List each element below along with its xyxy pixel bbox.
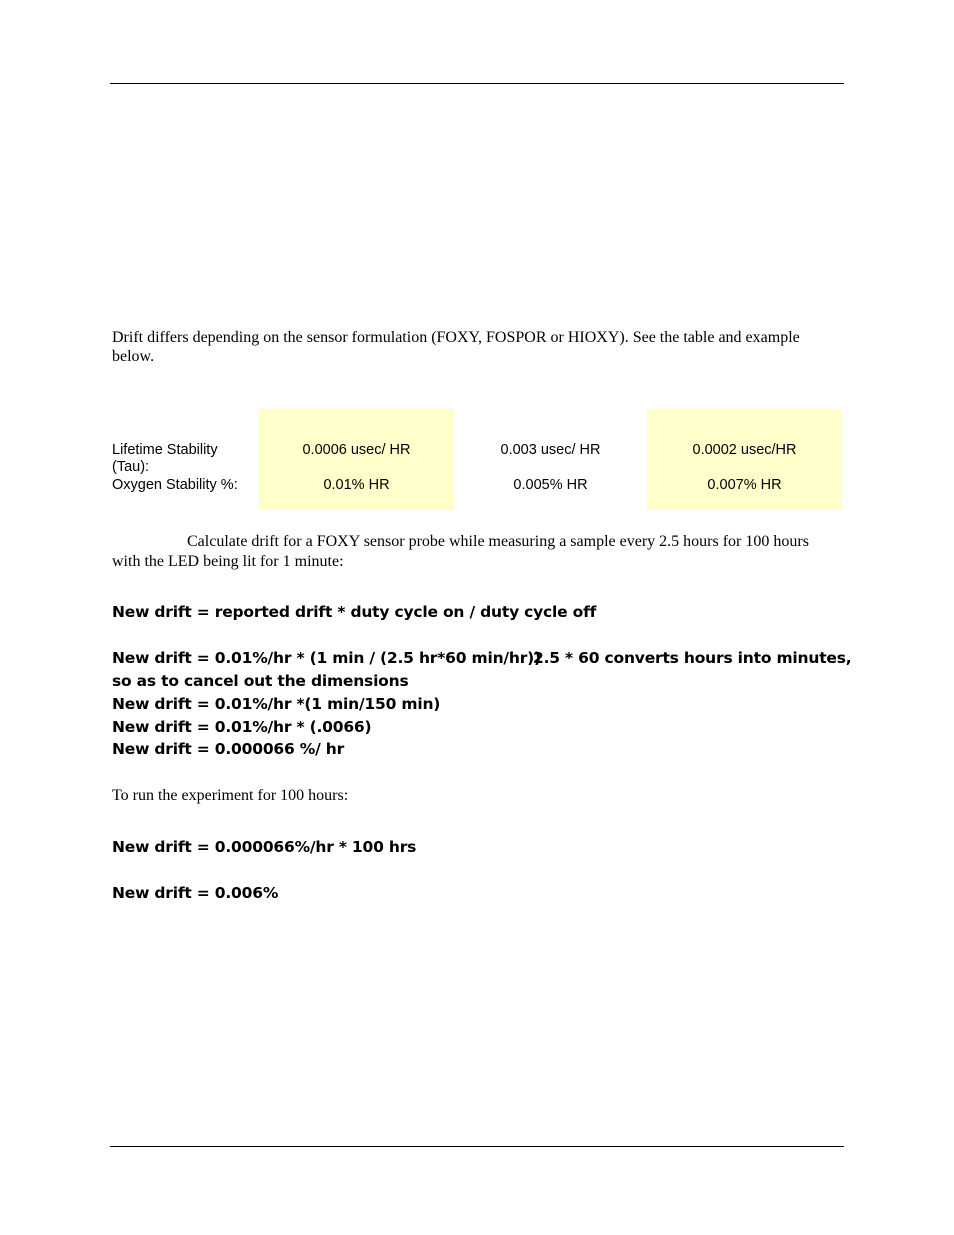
- example-intro: Calculate drift for a FOXY sensor probe while measuring a sample every 2.5 hours for 100 hours with the LED being lit for 1 minute:: [112, 533, 809, 570]
- header-rule: [110, 83, 844, 84]
- footer-rule: [110, 1146, 844, 1147]
- row-label-lifetime-stability: Lifetime Stability (Tau):: [112, 442, 218, 475]
- intro-paragraph: Drift differs depending on the sensor formulation (FOXY, FOSPOR or HIOXY). See the table and example below.: [112, 329, 800, 365]
- cell-lifetime-hioxy: 0.0002 usec/HR: [692, 442, 797, 458]
- run-step-1: New drift = 0.000066%/hr * 100 hrs: [112, 838, 417, 856]
- run-intro: To run the experiment for 100 hours:: [112, 787, 349, 804]
- calc-step-1-note-cont: so as to cancel out the dimensions: [112, 672, 409, 690]
- calc-step-3: New drift = 0.01%/hr * (.0066): [112, 718, 372, 736]
- calc-step-1: New drift = 0.01%/hr * (1 min / (2.5 hr*60 min/hr)): [112, 649, 541, 667]
- calc-step-4: New drift = 0.000066 %/ hr: [112, 740, 345, 758]
- hioxy-column-highlight: [647, 409, 842, 510]
- calc-step-1-note: 2.5 * 60 converts hours into minutes,: [533, 649, 852, 667]
- foxy-column-highlight: [259, 409, 454, 510]
- cell-oxygen-hioxy: 0.007% HR: [707, 477, 782, 493]
- formula-line: New drift = reported drift * duty cycle on / duty cycle off: [112, 603, 597, 621]
- cell-oxygen-foxy: 0.01% HR: [323, 477, 390, 493]
- cell-oxygen-fospor: 0.005% HR: [513, 477, 588, 493]
- cell-lifetime-foxy: 0.0006 usec/ HR: [302, 442, 411, 458]
- row-label-oxygen-stability: Oxygen Stability %:: [112, 477, 238, 493]
- cell-lifetime-fospor: 0.003 usec/ HR: [500, 442, 601, 458]
- calc-step-2: New drift = 0.01%/hr *(1 min/150 min): [112, 695, 441, 713]
- run-result: New drift = 0.006%: [112, 884, 279, 902]
